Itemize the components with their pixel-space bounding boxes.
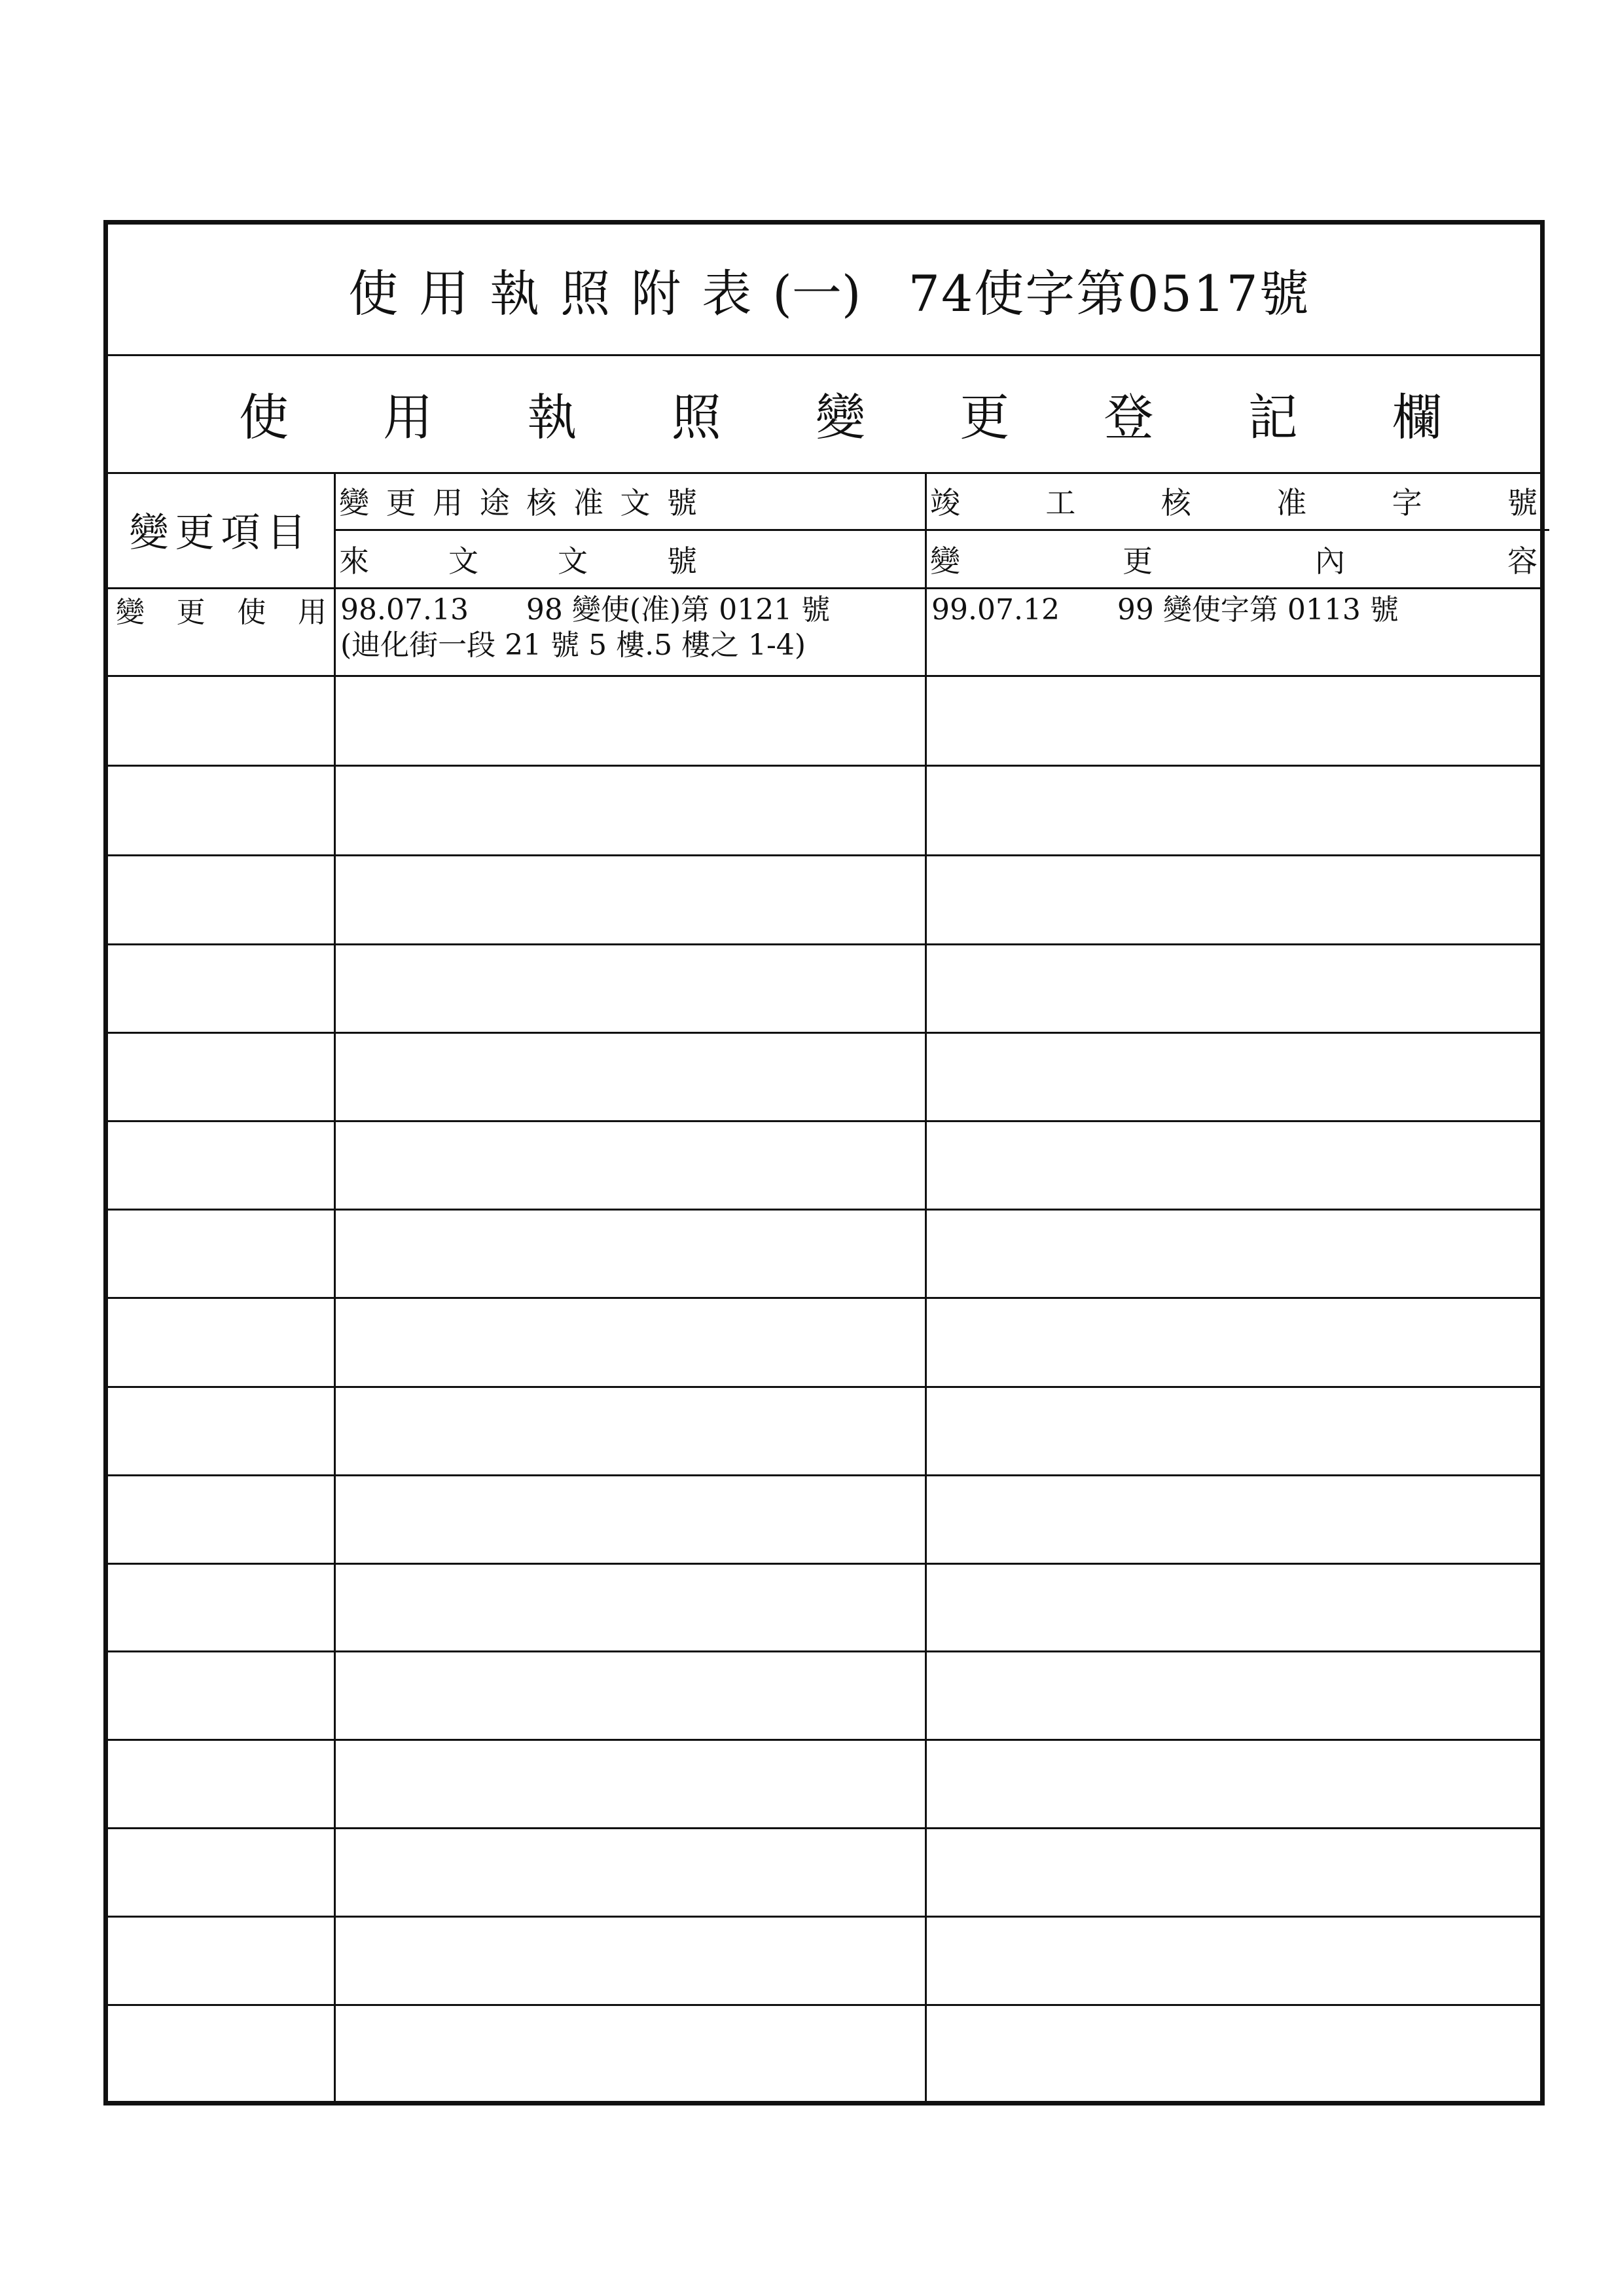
header-char: 文 (558, 543, 588, 579)
subtitle-char: 變 (816, 388, 865, 446)
header-char: 字 (1392, 484, 1422, 520)
form-subtitle (108, 354, 1540, 472)
header-char: 核 (1160, 484, 1191, 520)
incoming-doc-header (336, 530, 700, 587)
completion-no-header (927, 472, 1540, 529)
header-char: 文 (620, 484, 651, 520)
row-divider (108, 1827, 1540, 1829)
row-divider (108, 1209, 1540, 1211)
row-divider (108, 1916, 1540, 1918)
row-divider (108, 1474, 1540, 1476)
title-char: 用 (419, 264, 469, 323)
row-divider (108, 675, 1540, 677)
subtitle-char: 欄 (1392, 388, 1442, 446)
row-divider (108, 765, 1540, 767)
header-char: 容 (1507, 543, 1537, 579)
subtitle-char: 登 (1104, 388, 1154, 446)
subtitle-char: 用 (383, 388, 433, 446)
row-approval-cell (336, 590, 831, 666)
header-char: 更 (1123, 543, 1153, 579)
row-divider (108, 943, 1540, 945)
subtitle-char: 使 (239, 388, 289, 446)
title-char: 表 (702, 264, 752, 323)
change-content-header (927, 530, 1540, 587)
row-divider (108, 854, 1540, 856)
header-char: 內 (1315, 543, 1345, 579)
header-char: 准 (1276, 484, 1307, 520)
header-char: 工 (1045, 484, 1076, 520)
row-divider (108, 1120, 1540, 1122)
row-change-item (113, 590, 329, 629)
change-item-header: 變更項目 (129, 510, 313, 556)
subtitle-char: 照 (671, 388, 721, 446)
item-char: 使 (237, 596, 266, 629)
row-divider (108, 1563, 1540, 1565)
header-char: 途 (479, 484, 510, 520)
row-divider (108, 2004, 1540, 2006)
header-char: 來 (339, 543, 369, 579)
header-char: 用 (433, 484, 463, 520)
subtitle-char: 記 (1248, 388, 1298, 446)
form-title (108, 225, 1540, 354)
row-divider (108, 1386, 1540, 1388)
column-divider (334, 472, 336, 2101)
column-divider (925, 472, 927, 2101)
item-char: 更 (176, 596, 206, 629)
subtitle-char: 更 (960, 388, 1010, 446)
row-divider (108, 1297, 1540, 1299)
header-char: 核 (526, 484, 557, 520)
row-divider (108, 1739, 1540, 1741)
header-char: 更 (386, 484, 416, 520)
header-char: 號 (1507, 484, 1537, 520)
title-char: 使 (348, 264, 399, 323)
header-char: 號 (667, 543, 697, 579)
approval-doc-header (336, 472, 700, 529)
header-char: 變 (339, 484, 369, 520)
header-char: 號 (666, 484, 697, 520)
subtitle-char: 執 (527, 388, 577, 446)
title-char: 附 (631, 264, 681, 323)
title-suffix: (一) (772, 264, 861, 323)
address-line: (迪化街一段 21 號 5 樓.5 樓之 1-4) (340, 629, 806, 662)
title-char: 執 (490, 264, 540, 323)
header-char: 文 (448, 543, 478, 579)
change-registration-form (103, 220, 1545, 2105)
title-char: 照 (560, 264, 611, 323)
header-char: 變 (930, 543, 960, 579)
item-char: 變 (116, 596, 145, 629)
row-completion-cell (927, 590, 1540, 630)
item-char: 用 (297, 596, 327, 629)
license-number: 74使字第0517號 (908, 264, 1310, 323)
approval-doc-line: 98.07.13 98 變使(准)第 0121 號 (340, 593, 831, 627)
row-divider (108, 1650, 1540, 1652)
row-divider (108, 1032, 1540, 1034)
header-char: 准 (573, 484, 603, 520)
completion-doc-line: 99.07.12 99 變使字第 0113 號 (931, 593, 1399, 627)
header-char: 竣 (930, 484, 960, 520)
